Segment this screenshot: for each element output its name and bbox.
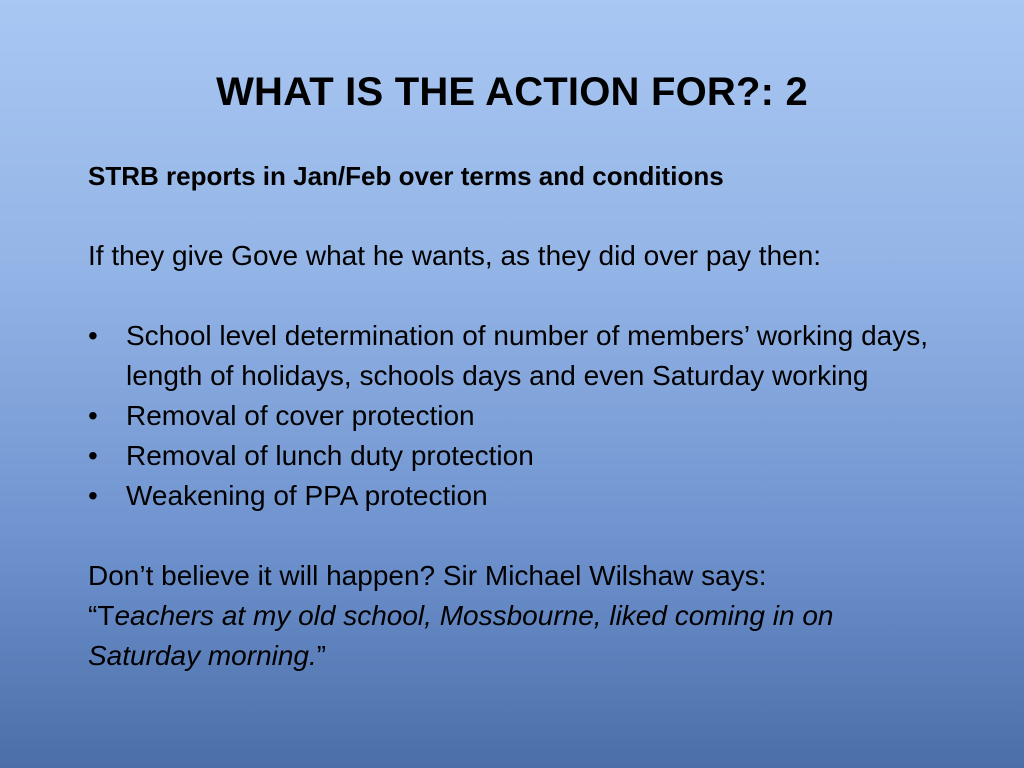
bullet-text: Removal of cover protection bbox=[126, 400, 475, 431]
spacer bbox=[88, 516, 988, 556]
bullet-item bbox=[88, 476, 956, 516]
bullet-dot-icon: • bbox=[88, 440, 98, 471]
quote-text-1: eachers at my old school, Mossbourne, liked coming in on bbox=[114, 600, 834, 631]
quote-open: “T bbox=[88, 600, 115, 631]
bullet-list bbox=[88, 316, 988, 516]
quote-text-2: Saturday morning. bbox=[88, 640, 317, 671]
closing-text: Don’t believe it will happen? Sir Michael Wilshaw says: bbox=[88, 560, 767, 591]
quote-line-1 bbox=[88, 596, 988, 636]
intro-text: If they give Gove what he wants, as they did over pay then: bbox=[88, 240, 822, 271]
bullet-text: Removal of lunch duty protection bbox=[126, 440, 534, 471]
slide-title: WHAT IS THE ACTION FOR?: 2 bbox=[216, 70, 808, 114]
quote-line-2 bbox=[88, 636, 988, 676]
spacer bbox=[88, 196, 988, 236]
bullet-item bbox=[88, 316, 956, 396]
bullet-dot-icon: • bbox=[88, 400, 98, 431]
bullet-text: School level determination of number of members’ working days, length of holidays, schools days and even Saturday working bbox=[126, 320, 929, 391]
bullet-item bbox=[88, 396, 956, 436]
bullet-dot-icon: • bbox=[88, 480, 98, 511]
spacer bbox=[88, 276, 988, 316]
bullet-dot-icon: • bbox=[88, 320, 98, 351]
subheading: STRB reports in Jan/Feb over terms and conditions bbox=[88, 161, 724, 191]
bullet-item bbox=[88, 436, 956, 476]
quote-close: ” bbox=[316, 640, 327, 671]
slide-content bbox=[88, 156, 988, 676]
bullet-text: Weakening of PPA protection bbox=[126, 480, 488, 511]
